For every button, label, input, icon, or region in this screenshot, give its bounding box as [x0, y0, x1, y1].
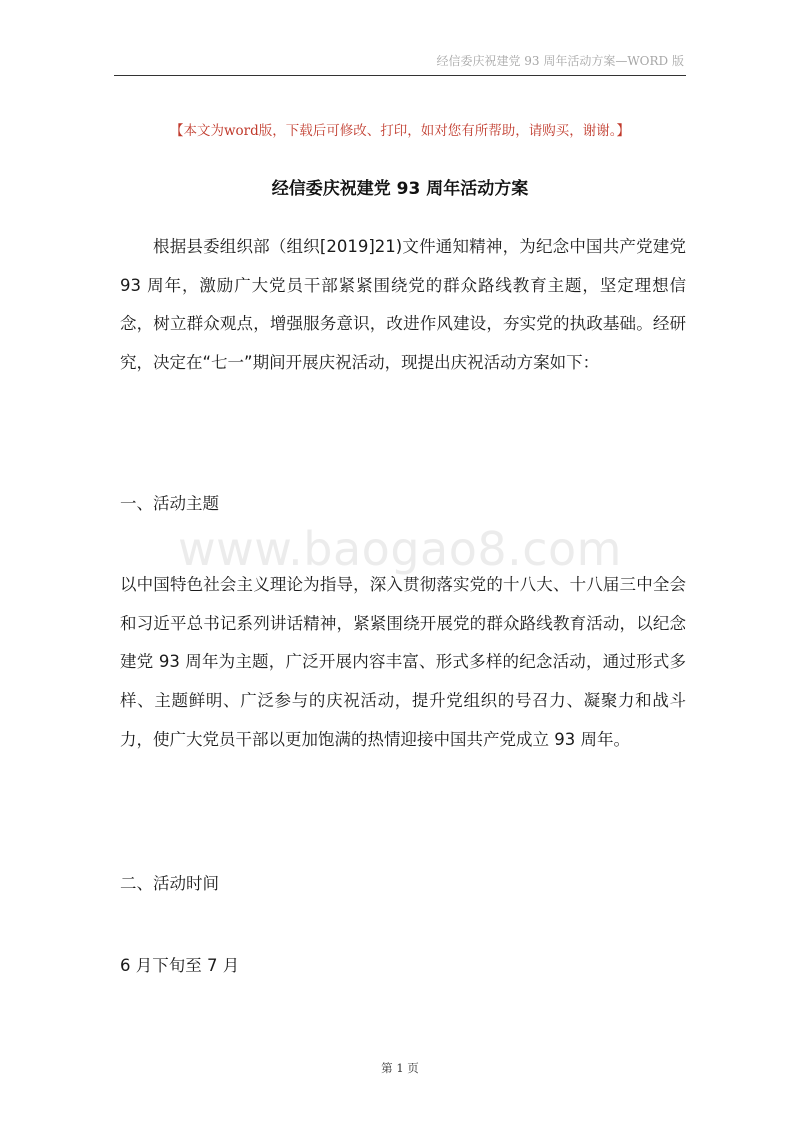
section-heading-time: 二、活动时间	[120, 874, 219, 893]
running-header: 经信委庆祝建党 93 周年活动方案—WORD 版	[436, 54, 684, 68]
header-divider	[114, 75, 686, 76]
document-title: 经信委庆祝建党 93 周年活动方案	[271, 179, 529, 199]
intro-paragraph: 根据县委组织部（组织[2019]21)文件通知精神，为纪念中国共产党建党 93 周年，激励广大党员干部紧紧围绕党的群众路线教育主题，坚定理想信念，树立群众观点，增强服务意识，改进作风建设，夯实党的执政基础。经研究，决定在“七一”期间开展庆祝活动，现提出庆祝活动方案如下：	[120, 237, 686, 373]
watermark: www.baogao8.com	[178, 522, 622, 576]
page-number: 第 1 页	[381, 1061, 419, 1075]
section-heading-theme: 一、活动主题	[120, 494, 219, 513]
activity-time-value: 6 月下旬至 7 月	[120, 956, 240, 975]
theme-paragraph: 以中国特色社会主义理论为指导，深入贯彻落实党的十八大、十八届三中全会和习近平总书记系列讲话精神，紧紧围绕开展党的群众路线教育活动，以纪念建党 93 周年为主题，广泛开展内容丰富、形式多样的纪念活动，通过形式多样、主题鲜明、广泛参与的庆祝活动，提升党组织的号召力、凝聚力和战斗力，使广大党员干部以更加饱满的热情迎接中国共产党成立 93 周年。	[120, 575, 686, 749]
purchase-notice: 【本文为word版，下载后可修改、打印，如对您有所帮助，请购买，谢谢。】	[169, 123, 631, 139]
